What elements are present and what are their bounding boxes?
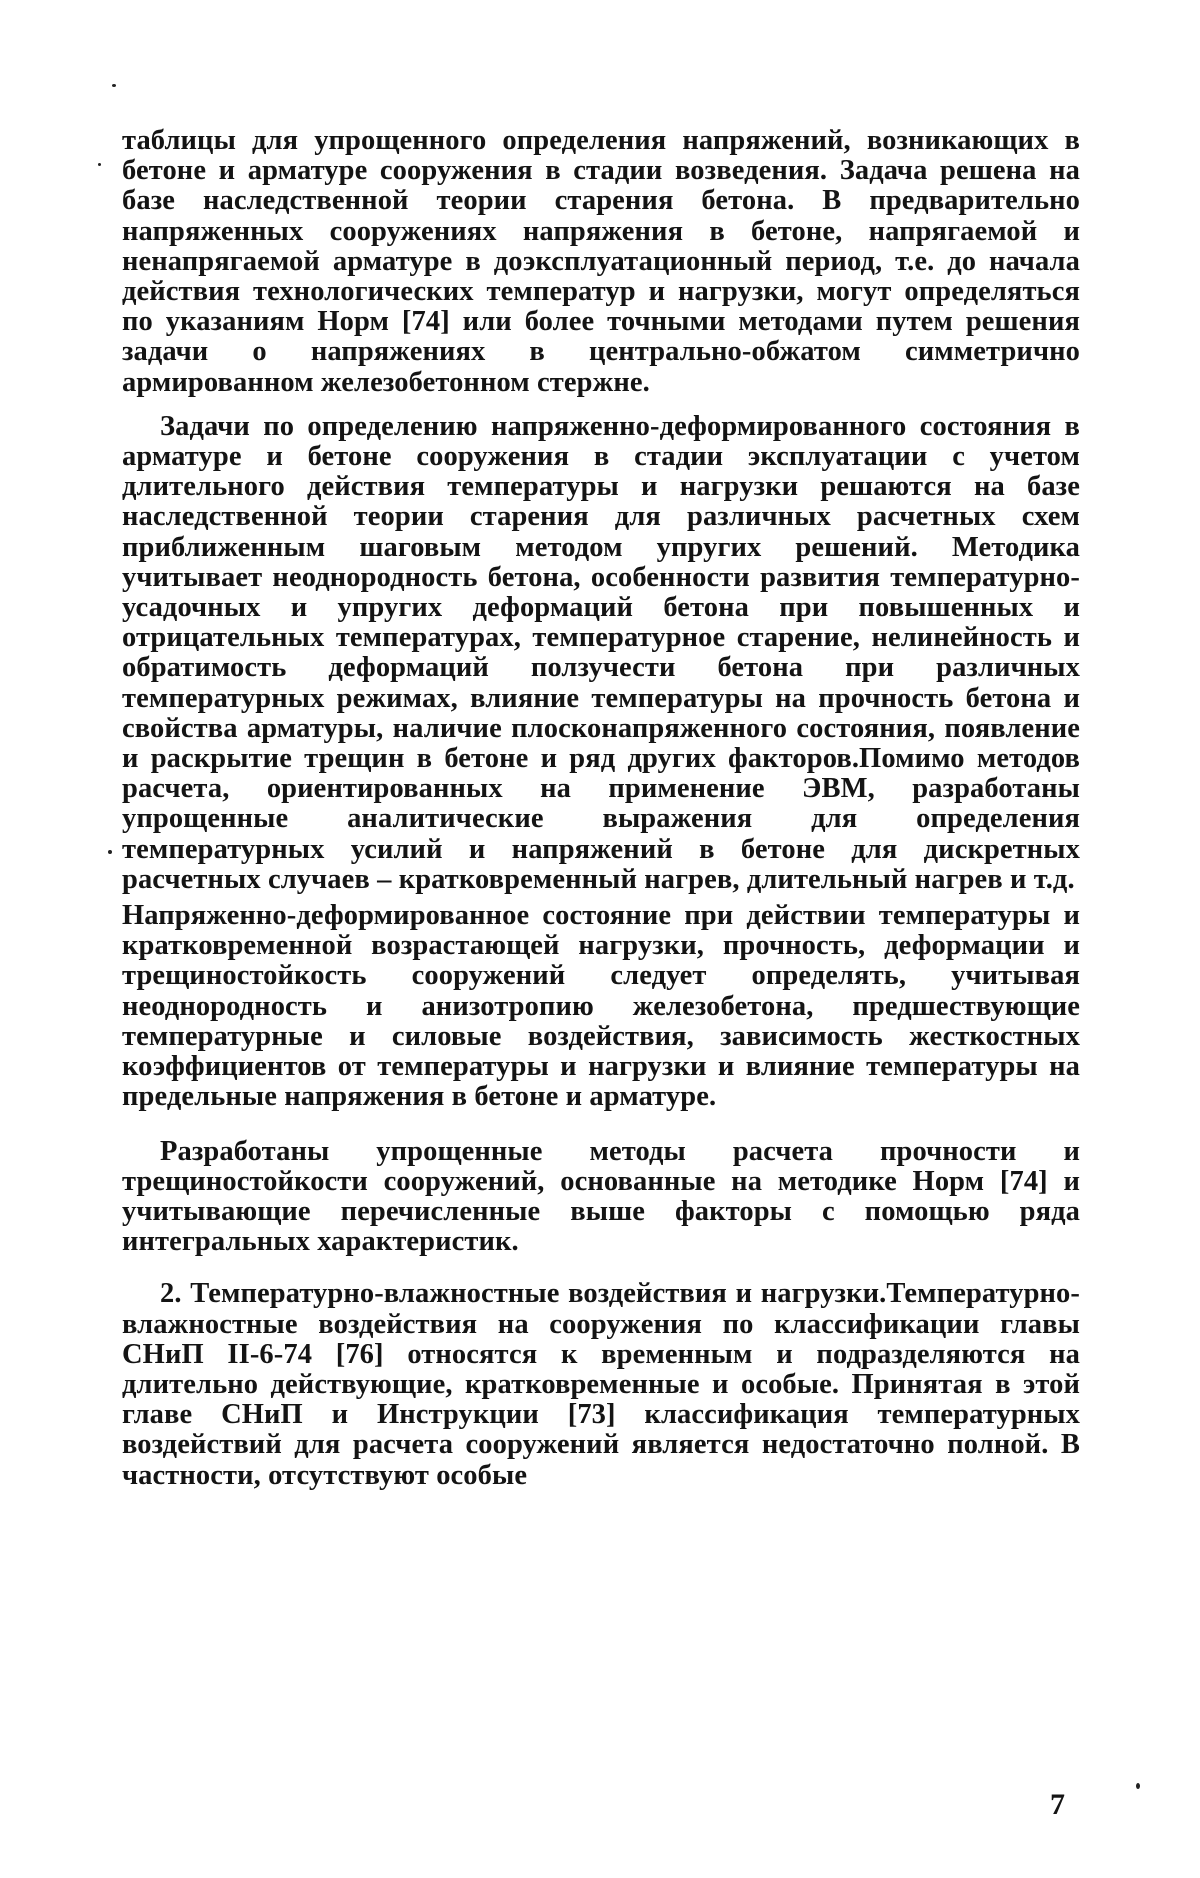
paragraph-section-2: 2. Температурно-влажностные воздействия и нагрузки.Температурно-влажностные воздействия на сооружения по классификации главы СНиП II-6-74 [76] относятся к временным и подразделяются на длительно действующие, кратковременные и особые. Принятая в этой главе СНиП и Инструкции [73] классификация температурных воздействий для расчета сооружений является недостаточно полной. В частности, отсутствуют особые: [122, 1278, 1080, 1491]
paragraph-stress-strain-tasks: Задачи по определению напряженно-деформированного состояния в арматуре и бетоне сооружения в стадии эксплуатации с учетом длительного действия температуры и нагрузки решаются на базе наследственной теории старения для различных расчетных схем приближенным шаговым методом упругих решений. Методика учитывает неоднородность бетона, особенности развития температурно-усадочных и упругих деформаций бетона при повышенных и отрицательных температурах, температурное старение, нелинейность и обратимость деформаций ползучести бетона при различных температурных режимах, влияние температуры на прочность бетона и свойства арматуры, наличие плосконапряженного состояния, появление и раскрытие трещин в бетоне и ряд других факторов.Помимо методов расчета, ориентированных на применение ЭВМ, разработаны упрощенные аналитические выражения для определения температурных усилий и напряжений в бетоне для дискретных расчетных случаев – кратковременный нагрев, длительный нагрев и т.д.: [122, 410, 1080, 895]
scan-speck: [112, 84, 116, 87]
body-text: [122, 126, 1080, 1491]
page-number: 7: [1050, 1788, 1065, 1821]
scan-speck: [108, 850, 112, 854]
scan-speck: [1136, 1783, 1140, 1789]
paragraph-continuation: таблицы для упрощенного определения напряжений, возникающих в бетоне и арматуре сооружения в стадии возведения. Задача решена на базе наследственной теории старения бетона. В предварительно напряженных сооружениях напряжения в бетоне, напрягаемой и ненапрягаемой арматуре в доэксплуатационный период, т.е. до начала действия технологических температур и нагрузки, могут определяться по указаниям Норм [74] или более точными методами путем решения задачи о напряжениях в центрально-обжатом симметрично армированном железобетонном стержне.: [122, 125, 1080, 398]
paragraph-simplified-methods: Разработаны упрощенные методы расчета прочности и трещиностойкости сооружений, основанные на методике Норм [74] и учитывающие перечисленные выше факторы с помощью ряда интегральных характеристик.: [122, 1135, 1080, 1258]
paragraph-stress-strain-state: Напряженно-деформированное состояние при действии температуры и кратковременной возрастающей нагрузки, прочность, деформации и трещиностойкость сооружений следует определять, учитывая неоднородность и анизотропию железобетона, предшествующие температурные и силовые воздействия, зависимость жесткостных коэффициентов от температуры и нагрузки и влияние температуры на предельные напряжения в бетоне и арматуре.: [122, 900, 1080, 1113]
scan-speck: [98, 163, 101, 166]
